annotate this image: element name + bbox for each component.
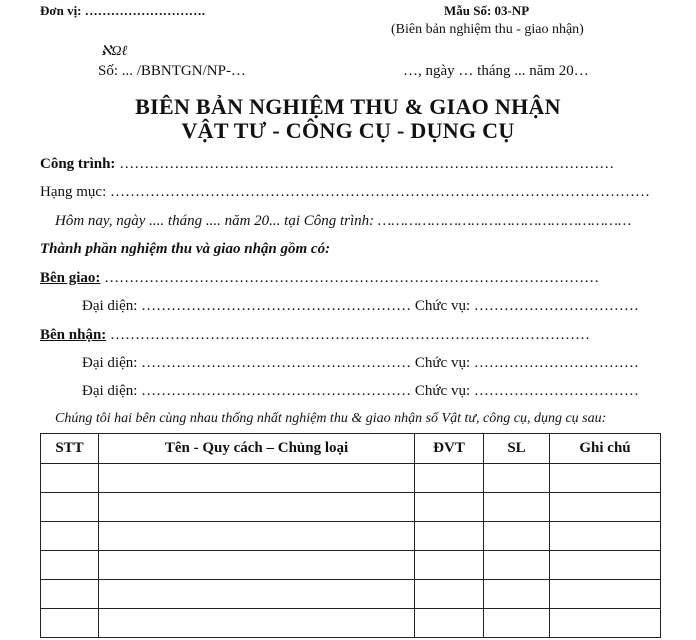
items-table	[40, 433, 661, 638]
table-row	[41, 609, 661, 638]
date-line: …, ngày … tháng ... năm 20…	[403, 63, 589, 79]
receiving-party-field	[40, 327, 590, 344]
table-cell	[415, 464, 484, 493]
table-cell	[99, 464, 415, 493]
table-cell	[550, 464, 661, 493]
construction-field	[40, 156, 614, 173]
table-cell	[484, 493, 550, 522]
table-cell	[415, 522, 484, 551]
title-line-1: BIÊN BẢN NGHIỆM THU & GIAO NHẬN	[135, 94, 561, 119]
table-cell	[415, 580, 484, 609]
header-notes: Ghi chú	[550, 434, 661, 464]
table-cell	[41, 464, 99, 493]
receiving-party-label: Bên nhận:	[40, 327, 107, 343]
today-line: Hôm nay, ngày .... tháng .... năm 20... tại Công trình: …………………………………………………	[55, 213, 632, 229]
category-field: Hạng mục: ………………………………………………………………………………………………	[40, 184, 650, 200]
participants-heading: Thành phần nghiệm thu và giao nhận gồm có:	[40, 241, 331, 257]
table-cell	[41, 609, 99, 638]
unit-label: Đơn vị: ……………………….	[40, 3, 206, 18]
receiving-representative-1: Đại diện: ……………………………………………… Chức vụ: ……………………………	[82, 355, 639, 371]
table-row	[41, 580, 661, 609]
table-cell	[484, 609, 550, 638]
table-cell	[41, 493, 99, 522]
header-unit: ĐVT	[415, 434, 484, 464]
title-line-2: VẬT TƯ - CÔNG CỤ - DỤNG CỤ	[181, 118, 515, 143]
table-cell	[41, 551, 99, 580]
table-row	[41, 493, 661, 522]
table-cell	[484, 464, 550, 493]
table-cell	[484, 551, 550, 580]
table-row	[41, 522, 661, 551]
table-header-row	[41, 434, 661, 464]
table-cell	[99, 522, 415, 551]
table-cell	[415, 551, 484, 580]
delivering-party-field	[40, 270, 599, 287]
document-number: Số: ... /BBNTGN/NP-…	[98, 63, 246, 79]
header-name-spec-type: Tên - Quy cách – Chủng loại	[99, 434, 415, 464]
form-description: (Biên bản nghiệm thu - giao nhận)	[391, 22, 584, 37]
delivering-party-label: Bên giao:	[40, 270, 101, 286]
receiving-representative-2: Đại diện: ……………………………………………… Chức vụ: ……………………………	[82, 383, 639, 399]
table-row	[41, 464, 661, 493]
table-cell	[99, 493, 415, 522]
table-row	[41, 551, 661, 580]
ornament-icon: ℵΩℓ	[101, 44, 128, 59]
header-stt: STT	[41, 434, 99, 464]
table-cell	[484, 580, 550, 609]
form-code: Mẫu Số: 03-NP	[444, 3, 530, 18]
table-cell	[550, 522, 661, 551]
delivering-representative: Đại diện: ……………………………………………… Chức vụ: ……………………………	[82, 298, 639, 314]
table-cell	[550, 493, 661, 522]
receiving-party-dots: ……………………………………………………………………………………	[106, 327, 591, 343]
table-cell	[415, 493, 484, 522]
table-cell	[41, 522, 99, 551]
header-quantity: SL	[484, 434, 550, 464]
delivering-party-dots: ………………………………………………………………………………………	[100, 270, 600, 286]
table-cell	[99, 580, 415, 609]
table-cell	[550, 551, 661, 580]
table-cell	[550, 580, 661, 609]
table-cell	[415, 609, 484, 638]
construction-dots: ………………………………………………………………………………………	[115, 156, 615, 172]
table-cell	[484, 522, 550, 551]
construction-label: Công trình:	[40, 156, 116, 172]
table-cell	[550, 609, 661, 638]
table-cell	[41, 580, 99, 609]
table-cell	[99, 551, 415, 580]
table-cell	[99, 609, 415, 638]
agreement-statement: Chúng tôi hai bên cùng nhau thống nhất nghiệm thu & giao nhận số Vật tư, công cụ, dụng cụ sau:	[55, 411, 607, 426]
